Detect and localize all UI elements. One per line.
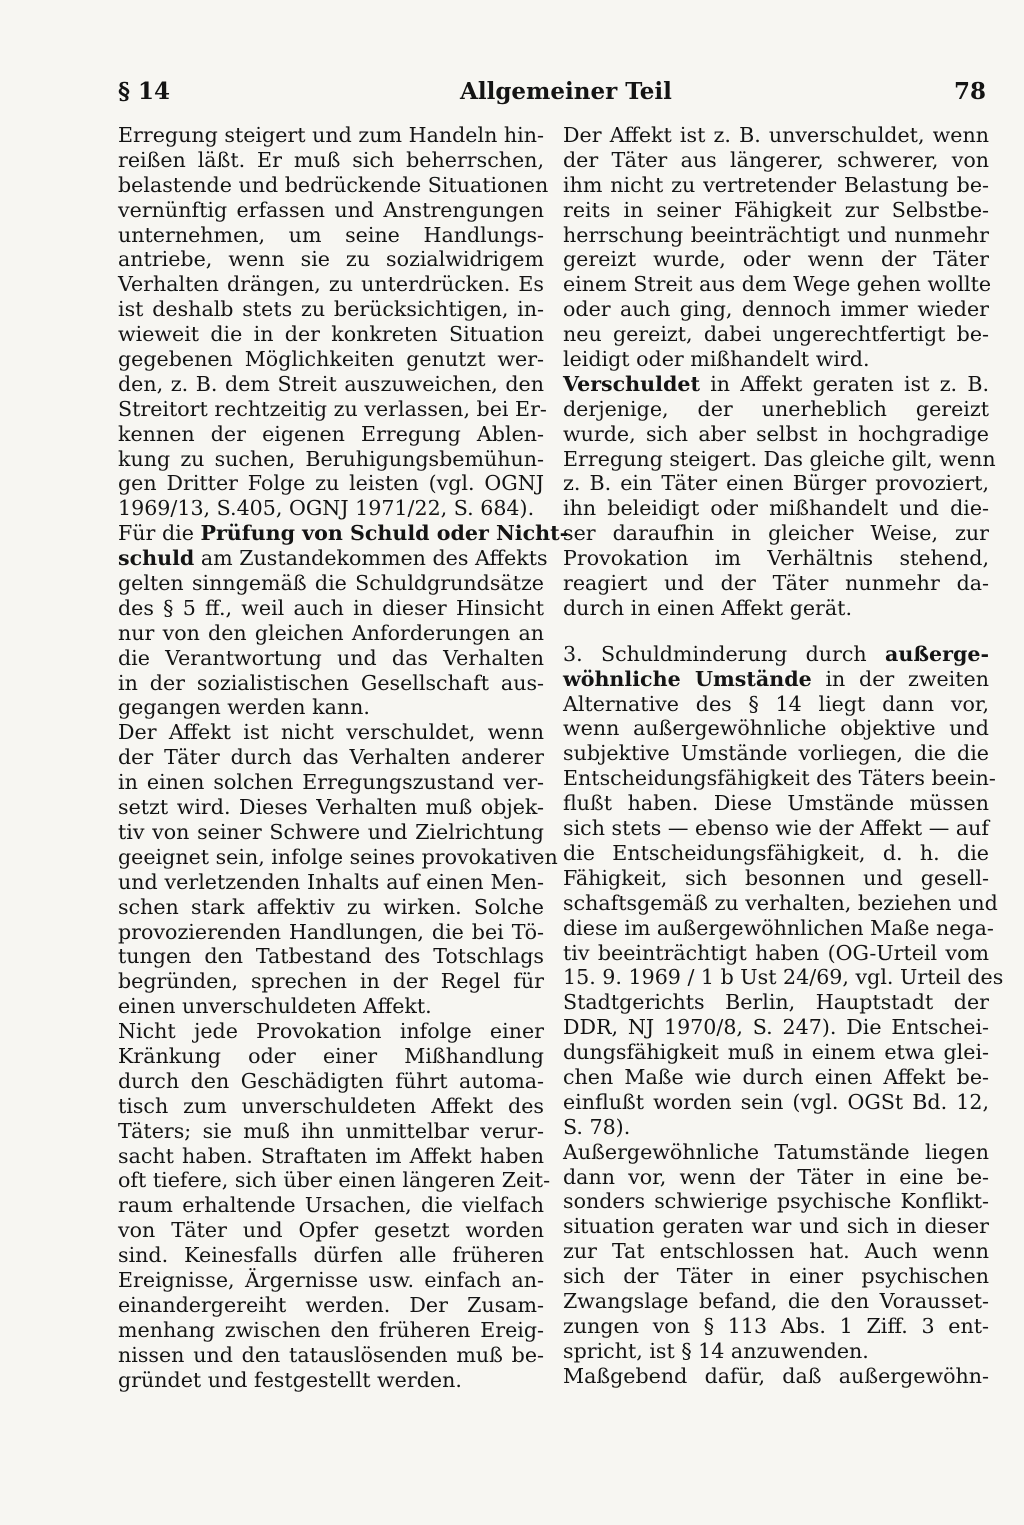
text-run: einflußt worden sein (vgl. OGSt Bd. 12,	[563, 1089, 989, 1114]
text-line	[118, 322, 544, 347]
text-line	[563, 1314, 989, 1339]
text-line	[118, 1168, 551, 1193]
text-run: ihn beleidigt oder mißhandelt und die-	[563, 496, 989, 521]
text-run: provozierenden Handlungen, die bei Tö-	[118, 919, 544, 944]
text-run: die Entscheidungsfähigkeit, d. h. die	[563, 840, 989, 865]
text-line	[118, 447, 544, 472]
text-line	[118, 1218, 544, 1243]
text-run: Erregung steigert und zum Handeln hin-	[118, 123, 544, 147]
text-run: gereizt wurde, oder wenn der Täter	[563, 247, 989, 272]
text-line	[563, 347, 989, 372]
text-line	[118, 247, 544, 272]
text-run: einem Streit aus dem Wege gehen wollte	[563, 272, 992, 297]
text-run: tiv beeinträchtigt haben (OG-Urteil vom	[563, 940, 989, 965]
text-line	[118, 1069, 544, 1094]
text-run: nur von den gleichen Anforderungen an	[118, 620, 544, 645]
text-line	[118, 372, 544, 397]
text-run: dungsfähigkeit muß in einem etwa glei-	[563, 1040, 989, 1065]
text-run: sind. Keinesfalls dürfen alle früheren	[118, 1243, 544, 1268]
text-line	[563, 123, 989, 148]
text-line	[563, 1289, 989, 1314]
text-line	[118, 422, 544, 447]
text-line	[563, 546, 989, 571]
text-line	[118, 795, 544, 820]
text-line	[118, 1119, 544, 1144]
text-run: schaftsgemäß zu verhalten, beziehen und	[563, 890, 998, 915]
bold-term: Prüfung von Schuld oder Nicht-	[200, 521, 569, 546]
text-line	[563, 272, 992, 297]
text-run: tiv von seiner Schwere und Zielrichtung	[118, 819, 544, 844]
text-run: 1969/13, S.405, OGNJ 1971/22, S. 684).	[118, 496, 535, 521]
text-line	[118, 820, 544, 845]
text-run: Für die	[118, 521, 201, 546]
text-run: der Täter aus längerer, schwerer, von	[563, 147, 989, 172]
text-line	[563, 322, 989, 347]
text-run: wurde, sich aber selbst in hochgradige	[563, 421, 989, 446]
text-line	[563, 223, 989, 248]
bold-term: Verschuldet	[563, 371, 700, 396]
text-run: sacht haben. Straftaten im Affekt haben	[118, 1143, 544, 1168]
bold-term: außerge-	[885, 641, 989, 666]
text-line	[563, 941, 989, 966]
text-line	[563, 692, 989, 717]
text-run: zur Tat entschlossen hat. Auch wenn	[563, 1239, 989, 1264]
text-line	[563, 247, 989, 272]
text-line	[563, 446, 996, 472]
text-line	[563, 667, 989, 692]
text-run: sonders schwierige psychische Konflikt-	[563, 1189, 989, 1214]
text-run: Alternative des § 14 liegt dann vor,	[563, 691, 989, 716]
text-line	[118, 1343, 544, 1368]
text-line	[563, 1040, 989, 1065]
text-run: z. B. ein Täter einen Bürger provoziert,	[563, 471, 989, 496]
text-run: kennen der eigenen Erregung Ablen-	[118, 421, 544, 446]
text-run: durch in einen Affekt gerät.	[563, 595, 853, 620]
text-line	[118, 198, 544, 223]
text-run: gen Dritter Folge zu leisten (vgl. OGNJ	[118, 471, 544, 496]
text-run: reits in seiner Fähigkeit zur Selbstbe-	[563, 197, 989, 222]
text-line	[118, 745, 544, 770]
text-line	[563, 1214, 989, 1239]
text-line	[118, 546, 548, 571]
bold-term: wöhnliche Umstände	[563, 666, 812, 691]
text-run: ser daraufhin in gleicher Weise, zur	[563, 521, 989, 546]
text-line	[563, 198, 989, 223]
text-line	[118, 671, 544, 696]
text-run: spricht, ist § 14 anzuwenden.	[563, 1338, 869, 1363]
text-run: reißen läßt. Er muß sich beherrschen,	[118, 147, 544, 172]
text-run: 3. Schuldminderung durch	[563, 641, 886, 666]
text-line	[118, 347, 544, 372]
text-line	[118, 870, 544, 895]
text-line	[118, 895, 544, 920]
text-run: vernünftig erfassen und Anstrengungen	[118, 197, 544, 222]
text-line	[118, 1268, 544, 1293]
page-number: 78	[954, 78, 987, 105]
text-run: Der Affekt ist nicht verschuldet, wenn	[118, 720, 544, 745]
text-run: kung zu suchen, Beruhigungsbemühun-	[118, 446, 544, 471]
text-line	[118, 172, 549, 198]
text-run: chen Maße wie durch einen Affekt be-	[563, 1064, 989, 1089]
text-run: in der zweiten	[811, 666, 989, 691]
text-line	[118, 223, 544, 248]
text-run: herrschung beeinträchtigt und nunmehr	[563, 222, 989, 247]
text-run: sich der Täter in einer psychischen	[563, 1264, 989, 1289]
text-line	[118, 1094, 544, 1119]
text-run: raum erhaltende Ursachen, die vielfach	[118, 1193, 544, 1218]
page-header	[0, 78, 1024, 110]
bold-term: schuld	[118, 546, 195, 571]
text-run: Täters; sie muß ihn unmittelbar verur-	[118, 1118, 544, 1143]
text-line	[563, 1090, 989, 1115]
text-run: einen unverschuldeten Affekt.	[118, 994, 432, 1019]
left-column	[118, 123, 569, 1392]
text-run: einandergereiht werden. Der Zusam-	[118, 1292, 544, 1317]
text-run: des § 5 ff., weil auch in dieser Hinsicht	[118, 595, 544, 620]
text-run: Provokation im Verhältnis stehend,	[563, 546, 989, 571]
text-run: den, z. B. dem Streit auszuweichen, den	[118, 371, 544, 396]
text-line	[118, 695, 544, 720]
text-run: gegebenen Möglichkeiten genutzt wer-	[118, 347, 544, 372]
text-run: in Affekt geraten ist z. B.	[699, 371, 989, 396]
text-run: Zwangslage befand, die den Vorausset-	[563, 1288, 989, 1313]
text-line	[118, 1044, 544, 1069]
text-line	[563, 1239, 989, 1264]
text-run: am Zustandekommen des Affekts	[194, 546, 548, 571]
text-line	[118, 1368, 544, 1393]
text-run: tungen den Tatbestand des Totschlags	[118, 944, 544, 969]
text-run: ist deshalb stets zu berücksichtigen, in-	[118, 297, 544, 322]
text-run: menhang zwischen den früheren Ereig-	[118, 1317, 544, 1342]
text-line	[563, 297, 989, 322]
running-title: Allgemeiner Teil	[460, 78, 672, 105]
text-line	[563, 471, 989, 496]
text-run: dann vor, wenn der Täter in eine be-	[563, 1164, 989, 1189]
text-run: oft tiefere, sich über einen längeren Zeit-	[118, 1168, 551, 1193]
text-line	[563, 841, 989, 866]
text-line	[118, 720, 544, 745]
text-run: gegangen werden kann.	[118, 695, 370, 720]
text-run: 15. 9. 1969 / 1 b Ust 24/69, vgl. Urteil des	[563, 965, 1004, 990]
text-line	[563, 1364, 989, 1389]
text-run: flußt haben. Diese Umstände müssen	[563, 791, 989, 816]
text-line	[118, 148, 544, 173]
right-column	[563, 123, 1004, 1389]
text-line	[563, 1065, 989, 1090]
text-line	[563, 1115, 989, 1140]
text-run: in einen solchen Erregungszustand ver-	[118, 770, 544, 795]
text-line	[563, 915, 994, 941]
text-run: gründet und festgestellt werden.	[118, 1367, 462, 1392]
text-run: begründen, sprechen in der Regel für	[118, 969, 544, 994]
text-line	[118, 396, 547, 422]
text-run: tisch zum unverschuldeten Affekt des	[118, 1093, 544, 1118]
text-line	[563, 521, 989, 546]
text-line	[118, 596, 544, 621]
text-line	[563, 890, 998, 916]
text-run: Maßgebend dafür, daß außergewöhn-	[563, 1363, 989, 1388]
text-run: durch den Geschädigten führt automa-	[118, 1068, 544, 1093]
text-line	[563, 766, 996, 791]
text-line	[118, 844, 558, 870]
text-line	[563, 1015, 989, 1040]
text-line	[563, 990, 989, 1015]
text-line	[118, 1243, 544, 1268]
text-run: ihm nicht zu vertretender Belastung be-	[563, 172, 989, 197]
text-line	[563, 571, 989, 596]
text-run: nissen und den tatauslösenden muß be-	[118, 1342, 544, 1367]
text-run: Nicht jede Provokation infolge einer	[118, 1019, 544, 1044]
text-line	[118, 571, 544, 596]
text-run: Fähigkeit, sich besonnen und gesell-	[563, 865, 989, 890]
text-run: unternehmen, um seine Handlungs-	[118, 222, 544, 247]
text-line	[118, 1293, 544, 1318]
text-line	[118, 521, 569, 546]
text-line	[563, 1339, 989, 1364]
text-line	[118, 1193, 544, 1218]
text-line	[563, 1264, 989, 1289]
text-line	[563, 791, 989, 816]
text-run: Erregung steigert. Das gleiche gilt, wenn	[563, 446, 996, 471]
text-line	[118, 297, 544, 322]
text-line	[118, 496, 544, 521]
text-run: wenn außergewöhnliche objektive und	[563, 716, 989, 741]
text-line	[563, 596, 989, 621]
text-line	[118, 969, 544, 994]
text-run: situation geraten war und sich in dieser	[563, 1214, 989, 1239]
text-run: setzt wird. Dieses Verhalten muß objek-	[118, 795, 544, 820]
text-run: und verletzenden Inhalts auf einen Men-	[118, 869, 544, 894]
text-run: Streitort rechtzeitig zu verlassen, bei Er-	[118, 396, 547, 421]
text-run: Entscheidungsfähigkeit des Täters beein-	[563, 766, 996, 791]
text-line	[118, 646, 544, 671]
text-line	[563, 642, 989, 667]
text-line	[563, 173, 989, 198]
text-run: Ereignisse, Ärgernisse usw. einfach an-	[118, 1267, 544, 1292]
text-run: schen stark affektiv zu wirken. Solche	[118, 894, 544, 919]
text-line	[118, 920, 544, 945]
text-line	[118, 1019, 544, 1044]
text-line	[563, 372, 989, 397]
text-line	[563, 866, 989, 891]
text-line	[563, 148, 989, 173]
text-run: oder auch ging, dennoch immer wieder	[563, 297, 989, 322]
text-line	[118, 272, 544, 297]
text-line	[563, 1140, 989, 1165]
text-line	[563, 1189, 989, 1214]
text-run: diese im außergewöhnlichen Maße nega-	[563, 915, 994, 940]
section-number: § 14	[118, 78, 171, 105]
text-line	[563, 496, 989, 521]
text-line	[563, 816, 989, 841]
text-run: derjenige, der unerheblich gereizt	[563, 396, 989, 421]
text-run: antriebe, wenn sie zu sozialwidrigem	[118, 247, 544, 272]
text-run: reagiert und der Täter nunmehr da-	[563, 571, 989, 596]
text-line	[118, 621, 544, 646]
text-line	[563, 965, 1004, 990]
text-run: DDR, NJ 1970/8, S. 247). Die Entschei-	[563, 1015, 989, 1040]
text-run: leidigt oder mißhandelt wird.	[563, 347, 870, 372]
text-line	[118, 471, 544, 496]
text-line	[118, 1318, 544, 1343]
text-line	[563, 1165, 989, 1190]
text-run: subjektive Umstände vorliegen, die die	[563, 741, 989, 766]
text-line	[563, 397, 989, 422]
text-run: Verhalten drängen, zu unterdrücken. Es	[118, 272, 544, 297]
text-run: zungen von § 113 Abs. 1 Ziff. 3 ent-	[563, 1313, 989, 1338]
text-run: S. 78).	[563, 1114, 631, 1139]
text-run: in der sozialistischen Gesellschaft aus-	[118, 670, 544, 695]
text-run: die Verantwortung und das Verhalten	[118, 645, 544, 670]
text-run: Außergewöhnliche Tatumstände liegen	[563, 1139, 989, 1164]
text-run: belastende und bedrückende Situationen	[118, 172, 549, 197]
text-line	[118, 123, 544, 148]
text-line	[118, 944, 544, 969]
text-line	[563, 422, 989, 447]
text-run: geeignet sein, infolge seines provokativen	[118, 844, 558, 869]
text-line	[118, 994, 544, 1019]
text-run: Der Affekt ist z. B. unverschuldet, wenn	[563, 123, 989, 147]
text-run: sich stets — ebenso wie der Affekt — auf	[563, 816, 990, 841]
text-line	[563, 716, 989, 741]
text-run: Kränkung oder einer Mißhandlung	[118, 1043, 544, 1068]
text-run: gelten sinngemäß die Schuldgrundsätze	[118, 571, 544, 596]
text-run: der Täter durch das Verhalten anderer	[118, 745, 544, 770]
text-run: von Täter und Opfer gesetzt worden	[118, 1218, 544, 1243]
text-line	[563, 741, 989, 766]
text-run: neu gereizt, dabei ungerechtfertigt be-	[563, 322, 989, 347]
text-line	[118, 1144, 544, 1169]
text-line	[118, 770, 544, 795]
text-run: Stadtgerichts Berlin, Hauptstadt der	[563, 990, 989, 1015]
text-run: wieweit die in der konkreten Situation	[118, 322, 544, 347]
